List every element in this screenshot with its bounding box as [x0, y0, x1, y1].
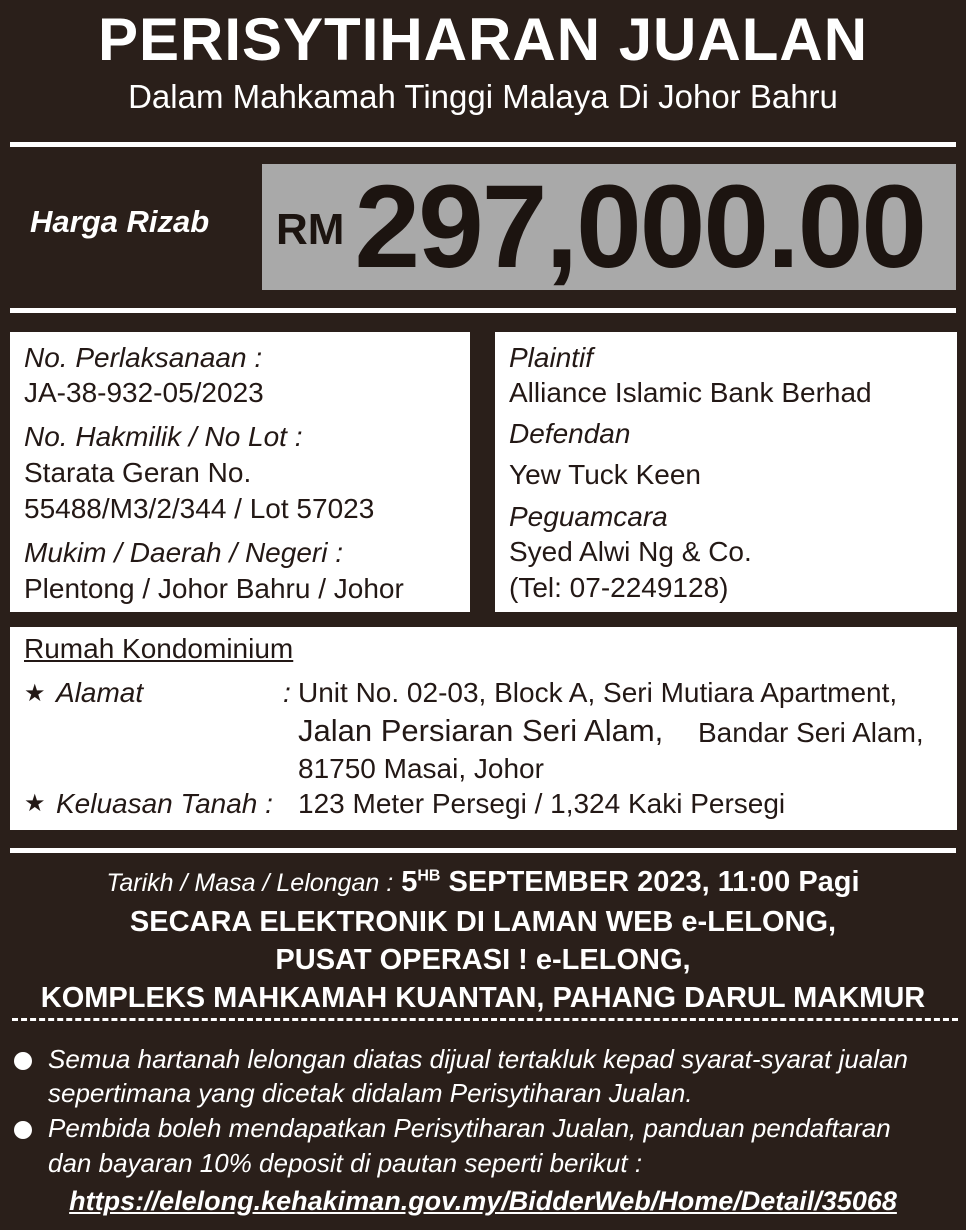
star-icon: ★ — [24, 680, 46, 707]
case-info-panel — [10, 332, 470, 612]
area-value: 123 Meter Persegi / 1,324 Kaki Persegi — [298, 788, 786, 819]
auction-day-suffix: HB — [417, 867, 441, 885]
address-line-1: Unit No. 02-03, Block A, Seri Mutiara Apartment, — [298, 677, 898, 708]
address-line-2b: Bandar Seri Alam, — [698, 717, 924, 748]
auction-day: 5 — [401, 866, 418, 898]
divider — [10, 848, 956, 853]
auction-venue-3: KOMPLEKS MAHKAMAH KUANTAN, PAHANG DARUL MAKMUR — [40, 982, 926, 1014]
dashed-divider — [12, 1018, 958, 1021]
lawyer-label: Peguamcara — [509, 501, 668, 532]
address-label: Alamat — [56, 677, 144, 708]
address-line-3: 81750 Masai, Johor — [298, 753, 544, 784]
location-label: Mukim / Daerah / Negeri : — [24, 537, 343, 568]
price-amount: 297,000.00 — [354, 161, 926, 293]
bullet-icon — [14, 1121, 32, 1139]
note-2-line-1: Pembida boleh mendapatkan Perisytiharan Jualan, panduan pendaftaran — [48, 1113, 891, 1143]
auction-venue-2: PUSAT OPERASI ! e-LELONG, — [275, 944, 691, 976]
bullet-icon — [14, 1052, 32, 1070]
divider — [10, 308, 956, 313]
auction-date-label: Tarikh / Masa / Lelongan : — [106, 869, 394, 897]
plaintiff-label: Plaintif — [509, 342, 594, 373]
title-label: No. Hakmilik / No Lot : — [24, 421, 303, 452]
price-currency: RM — [276, 205, 345, 254]
star-icon: ★ — [24, 790, 46, 817]
defendant-value: Yew Tuck Keen — [509, 459, 701, 490]
area-label: Keluasan Tanah : — [56, 788, 273, 819]
elelong-link[interactable]: https://elelong.kehakiman.gov.my/BidderWeb/Home/Detail/35068 — [69, 1186, 897, 1216]
note-2-line-2: dan bayaran 10% deposit di pautan seperti berikut : — [48, 1148, 643, 1178]
auction-date-line — [0, 866, 966, 899]
divider — [10, 142, 956, 147]
defendant-label: Defendan — [509, 418, 631, 449]
address-line-2a: Jalan Persiaran Seri Alam, — [298, 713, 664, 748]
lawyer-value: Syed Alwi Ng & Co. — [509, 536, 752, 567]
location-value: Plentong / Johor Bahru / Johor — [24, 573, 404, 604]
auction-date: SEPTEMBER 2023, 11:00 Pagi — [448, 866, 860, 898]
execution-label: No. Perlaksanaan : — [24, 342, 263, 373]
property-type: Rumah Kondominium — [24, 633, 294, 664]
title-value-2: 55488/M3/2/344 / Lot 57023 — [24, 493, 375, 524]
page-subtitle: Dalam Mahkamah Tinggi Malaya Di Johor Bahru — [128, 78, 838, 115]
execution-value: JA-38-932-05/2023 — [24, 377, 264, 408]
note-1-line-2: sepertimana yang dicetak didalam Perisytiharan Jualan. — [48, 1078, 693, 1108]
parties-panel — [495, 332, 957, 612]
note-1-line-1: Semua hartanah lelongan diatas dijual tertakluk kepad syarat-syarat jualan — [48, 1044, 908, 1074]
plaintiff-value: Alliance Islamic Bank Berhad — [509, 377, 872, 408]
page-title: PERISYTIHARAN JUALAN — [97, 6, 869, 73]
lawyer-tel: (Tel: 07-2249128) — [509, 572, 729, 603]
property-panel — [10, 627, 957, 830]
reserve-price-box — [262, 161, 956, 293]
title-value-1: Starata Geran No. — [24, 457, 252, 488]
auction-venue-1: SECARA ELEKTRONIK DI LAMAN WEB e-LELONG, — [129, 906, 837, 938]
address-colon: : — [283, 677, 291, 708]
reserve-price-label: Harga Rizab — [30, 204, 210, 239]
